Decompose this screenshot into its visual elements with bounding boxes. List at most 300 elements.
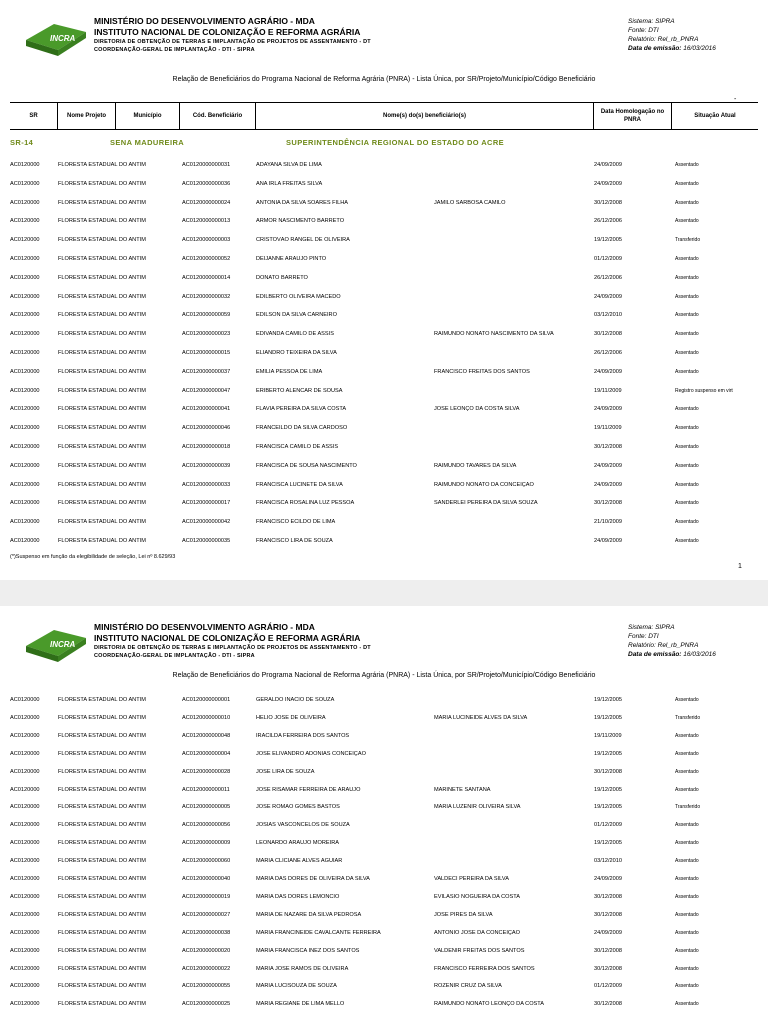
cell-nome-titular: MARIA DAS DORES DE OLIVEIRA DA SILVA bbox=[256, 876, 370, 882]
cell-data-homologacao: 24/09/2009 bbox=[594, 462, 622, 469]
cell-sr: AC0120000 bbox=[10, 538, 40, 544]
cell-situacao: Assentado bbox=[675, 732, 699, 739]
cell-situacao: Assentado bbox=[675, 876, 699, 882]
meta-sistema: Sistema: SIPRA bbox=[628, 18, 675, 25]
table-row bbox=[10, 801, 758, 813]
cell-sr: AC0120000 bbox=[10, 858, 40, 865]
cell-codigo: AC0120000000035 bbox=[182, 538, 231, 544]
cell-nome-titular: JOSIAS VASCONCELOS DE SOUZA bbox=[256, 822, 350, 829]
cell-projeto: FLORESTA ESTADUAL DO ANTIM bbox=[58, 947, 146, 954]
cell-codigo: AC0120000000001 bbox=[182, 697, 231, 703]
cell-projeto: FLORESTA ESTADUAL DO ANTIM bbox=[58, 804, 146, 811]
table-row bbox=[10, 766, 758, 778]
cell-sr: AC0120000 bbox=[10, 840, 40, 847]
cell-sr: AC0120000 bbox=[10, 750, 40, 757]
cell-nome-titular: FRANCISCO LIRA DE SOUZA bbox=[256, 538, 333, 544]
cell-projeto: FLORESTA ESTADUAL DO ANTIM bbox=[58, 462, 146, 469]
cell-sr: AC0120000 bbox=[10, 911, 40, 918]
cell-situacao: Assentado bbox=[675, 840, 699, 847]
cell-nome-conjuge: RAIMUNDO NONATO NASCIMENTO DA SILVA bbox=[434, 331, 554, 338]
cell-nome-titular: MARIA CLICIANE ALVES AGUIAR bbox=[256, 858, 343, 865]
cell-codigo: AC0120000000038 bbox=[182, 929, 231, 936]
cell-nome-conjuge: SANDERLEI PEREIRA DA SILVA SOUZA bbox=[434, 500, 538, 507]
table-row bbox=[10, 366, 758, 378]
cell-codigo: AC0120000000048 bbox=[182, 732, 231, 739]
cell-codigo: AC0120000000015 bbox=[182, 350, 231, 356]
cell-codigo: AC0120000000039 bbox=[182, 462, 231, 469]
table-row bbox=[10, 385, 758, 397]
cell-sr: AC0120000 bbox=[10, 500, 40, 507]
cell-situacao: Assentado bbox=[675, 965, 699, 972]
cell-data-homologacao: 19/11/2009 bbox=[594, 732, 622, 739]
org-ministry: MINISTÉRIO DO DESENVOLVIMENTO AGRÁRIO - MDA bbox=[94, 622, 315, 632]
cell-projeto: FLORESTA ESTADUAL DO ANTIM bbox=[58, 750, 146, 757]
cell-nome-titular: ERIBERTO ALENCAR DE SOUSA bbox=[256, 387, 343, 394]
meta-fonte: Fonte: DTI bbox=[628, 27, 659, 34]
cell-nome-titular: EMILIA PESSOA DE LIMA bbox=[256, 368, 323, 375]
cell-codigo: AC0120000000014 bbox=[182, 274, 231, 281]
cell-codigo: AC0120000000020 bbox=[182, 947, 231, 954]
meta-data-emissao: Data de emissão: 16/03/2016 bbox=[628, 45, 716, 52]
cell-codigo: AC0120000000041 bbox=[182, 406, 231, 413]
cell-projeto: FLORESTA ESTADUAL DO ANTIM bbox=[58, 732, 146, 739]
cell-sr: AC0120000 bbox=[10, 876, 40, 882]
cell-projeto: FLORESTA ESTADUAL DO ANTIM bbox=[58, 350, 146, 356]
cell-situacao: Assentado bbox=[675, 1001, 699, 1008]
cell-sr: AC0120000 bbox=[10, 293, 40, 300]
cell-data-homologacao: 03/12/2010 bbox=[594, 312, 622, 319]
cell-projeto: FLORESTA ESTADUAL DO ANTIM bbox=[58, 199, 146, 206]
org-directorate: DIRETORIA DE OBTENÇÃO DE TERRAS E IMPLANTAÇÃO DE PROJETOS DE ASSENTAMENTO - DT bbox=[94, 39, 371, 45]
cell-sr: AC0120000 bbox=[10, 444, 40, 450]
cell-projeto: FLORESTA ESTADUAL DO ANTIM bbox=[58, 893, 146, 900]
section-regional: SUPERINTENDÊNCIA REGIONAL DO ESTADO DO ACRE bbox=[286, 138, 505, 147]
table-row bbox=[10, 347, 758, 359]
cell-sr: AC0120000 bbox=[10, 983, 40, 990]
cell-projeto: FLORESTA ESTADUAL DO ANTIM bbox=[58, 180, 146, 187]
cell-nome-titular: MARIA JOSÉ RAMOS DE OLIVEIRA bbox=[256, 965, 349, 972]
table-row bbox=[10, 998, 758, 1010]
cell-situacao: Transferido bbox=[675, 714, 701, 721]
cell-data-homologacao: 19/11/2009 bbox=[594, 387, 622, 394]
cell-data-homologacao: 30/12/2008 bbox=[594, 947, 622, 954]
cell-nome-titular: MARIA REGIANE DE LIMA MELLO bbox=[256, 1001, 345, 1008]
org-institute: INSTITUTO NACIONAL DE COLONIZAÇÃO E REFORMA AGRÁRIA bbox=[94, 633, 361, 643]
cell-nome-titular: FRANCISCO ECILDO DE LIMA bbox=[256, 519, 336, 526]
cell-nome-titular: ANTONIA DA SILVA SOARES FILHA bbox=[256, 199, 349, 206]
col-situacao: Situação Atual bbox=[694, 113, 736, 119]
cell-codigo: AC0120000000010 bbox=[182, 714, 231, 721]
table-row bbox=[10, 980, 758, 992]
cell-nome-conjuge: VALDECI PEREIRA DA SILVA bbox=[434, 876, 509, 882]
cell-sr: AC0120000 bbox=[10, 822, 40, 829]
report-meta bbox=[628, 623, 716, 659]
cell-projeto: FLORESTA ESTADUAL DO ANTIM bbox=[58, 406, 146, 413]
cell-nome-titular: JOSÉ RISAMAR FERREIRA DE ARAÚJO bbox=[256, 786, 361, 793]
meta-relatorio: Relatório: Rel_rb_PNRA bbox=[628, 36, 699, 43]
cell-nome-conjuge: RAIMUNDO NONATO LEONÇO DA COSTA bbox=[434, 1001, 545, 1008]
cell-projeto: FLORESTA ESTADUAL DO ANTIM bbox=[58, 425, 146, 432]
cell-projeto: FLORESTA ESTADUAL DO ANTIM bbox=[58, 387, 146, 394]
cell-nome-titular: ARMOR NASCIMENTO BARRETO bbox=[256, 218, 345, 225]
cell-nome-titular: GERALDO INÁCIO DE SOUZA bbox=[256, 697, 335, 703]
cell-nome-titular: FRANCISCA ROSALINA LUZ PESSOA bbox=[256, 500, 355, 507]
cell-situacao: Assentado bbox=[675, 750, 699, 757]
cell-situacao: Registro suspenso em virt bbox=[675, 387, 733, 394]
cell-sr: AC0120000 bbox=[10, 519, 40, 526]
cell-projeto: FLORESTA ESTADUAL DO ANTIM bbox=[58, 312, 146, 319]
cell-situacao: Assentado bbox=[675, 256, 699, 262]
cell-nome-titular: HÉLIO JOSÉ DE OLIVEIRA bbox=[256, 714, 326, 721]
cell-nome-titular: DONATO BARRETO bbox=[256, 274, 308, 281]
cell-codigo: AC0120000000055 bbox=[182, 983, 231, 990]
org-directorate: DIRETORIA DE OBTENÇÃO DE TERRAS E IMPLANTAÇÃO DE PROJETOS DE ASSENTAMENTO - DT bbox=[94, 645, 371, 651]
cell-projeto: FLORESTA ESTADUAL DO ANTIM bbox=[58, 218, 146, 225]
cell-sr: AC0120000 bbox=[10, 697, 40, 703]
cell-sr: AC0120000 bbox=[10, 218, 40, 225]
cell-codigo: AC0120000000013 bbox=[182, 218, 231, 225]
cell-data-homologacao: 30/12/2008 bbox=[594, 965, 622, 972]
cell-nome-titular: FRANCEILDO DA SILVA CARDOSO bbox=[256, 425, 348, 432]
cell-nome-conjuge: FRANCISCO FREITAS DOS SANTOS bbox=[434, 368, 530, 375]
cell-nome-titular: ANA IRLA FREITAS SILVA bbox=[256, 180, 323, 187]
table-row bbox=[10, 909, 758, 921]
table-row bbox=[10, 479, 758, 491]
cell-sr: AC0120000 bbox=[10, 1001, 40, 1008]
cell-situacao: Assentado bbox=[675, 911, 699, 918]
col-nomes: Nome(s) do(s) beneficiário(s) bbox=[256, 103, 594, 129]
org-institute: INSTITUTO NACIONAL DE COLONIZAÇÃO E REFORMA AGRÁRIA bbox=[94, 27, 361, 37]
cell-projeto: FLORESTA ESTADUAL DO ANTIM bbox=[58, 162, 146, 168]
table-row bbox=[10, 873, 758, 885]
cell-data-homologacao: 19/12/2005 bbox=[594, 750, 622, 757]
cell-projeto: FLORESTA ESTADUAL DO ANTIM bbox=[58, 697, 146, 703]
cell-codigo: AC0120000000017 bbox=[182, 500, 231, 507]
cell-nome-titular: CRISTOVÃO RANGEL DE OLIVEIRA bbox=[256, 237, 350, 244]
org-ministry: MINISTÉRIO DO DESENVOLVIMENTO AGRÁRIO - MDA bbox=[94, 16, 315, 26]
cell-data-homologacao: 19/11/2009 bbox=[594, 425, 622, 432]
cell-situacao: Assentado bbox=[675, 331, 699, 338]
cell-situacao: Assentado bbox=[675, 893, 699, 900]
cell-codigo: AC0120000000003 bbox=[182, 237, 231, 244]
cell-nome-titular: JOSÉ ELIVANDRO ADONIAS CONCEIÇÃO bbox=[256, 750, 366, 757]
cell-sr: AC0120000 bbox=[10, 312, 40, 319]
col-data: Data Homologação no PNRA bbox=[594, 103, 672, 129]
cell-sr: AC0120000 bbox=[10, 786, 40, 793]
cell-nome-titular: FLAVIA PEREIRA DA SILVA COSTA bbox=[256, 406, 347, 413]
cell-situacao: Assentado bbox=[675, 350, 699, 356]
cell-data-homologacao: 01/12/2009 bbox=[594, 256, 622, 262]
table-row bbox=[10, 784, 758, 796]
page-separator bbox=[0, 580, 768, 606]
table-row bbox=[10, 234, 758, 246]
cell-projeto: FLORESTA ESTADUAL DO ANTIM bbox=[58, 840, 146, 847]
cell-situacao: Assentado bbox=[675, 368, 699, 375]
cell-codigo: AC0120000000025 bbox=[182, 1001, 231, 1008]
cell-data-homologacao: 30/12/2008 bbox=[594, 331, 622, 338]
cell-codigo: AC0120000000032 bbox=[182, 293, 231, 300]
cell-codigo: AC0120000000011 bbox=[182, 786, 230, 793]
cell-codigo: AC0120000000040 bbox=[182, 876, 231, 882]
cell-nome-titular: IRACILDA FERREIRA DOS SANTOS bbox=[256, 732, 350, 739]
cell-data-homologacao: 24/09/2009 bbox=[594, 180, 622, 187]
cell-nome-titular: EDILBERTO OLIVEIRA MACÊDO bbox=[256, 293, 341, 300]
cell-sr: AC0120000 bbox=[10, 274, 40, 281]
cell-projeto: FLORESTA ESTADUAL DO ANTIM bbox=[58, 858, 146, 865]
cell-codigo: AC0120000000023 bbox=[182, 331, 231, 338]
table-row bbox=[10, 197, 758, 209]
cell-data-homologacao: 01/12/2009 bbox=[594, 822, 622, 829]
cell-situacao: Assentado bbox=[675, 822, 699, 829]
cell-projeto: FLORESTA ESTADUAL DO ANTIM bbox=[58, 965, 146, 972]
cell-data-homologacao: 19/12/2005 bbox=[594, 840, 622, 847]
cell-sr: AC0120000 bbox=[10, 481, 40, 488]
cell-nome-conjuge: RAIMUNDO NONATO DA CONCEIÇÃO bbox=[434, 481, 534, 488]
table-row bbox=[10, 891, 758, 903]
cell-sr: AC0120000 bbox=[10, 965, 40, 972]
cell-nome-conjuge: JOSÉ PIRES DA SILVA bbox=[434, 911, 493, 918]
cell-codigo: AC0120000000018 bbox=[182, 444, 231, 450]
cell-data-homologacao: 01/12/2009 bbox=[594, 983, 622, 990]
cell-codigo: AC0120000000027 bbox=[182, 911, 231, 918]
cell-codigo: AC0120000000019 bbox=[182, 893, 231, 900]
cell-nome-conjuge: EVILASIO NOGUEIRA DA COSTA bbox=[434, 893, 521, 900]
table-row bbox=[10, 819, 758, 831]
col-municipio: Município bbox=[116, 103, 180, 129]
cell-sr: AC0120000 bbox=[10, 714, 40, 721]
cell-nome-titular: FRANCISCA DE SOUSA NASCIMENTO bbox=[256, 462, 357, 469]
cell-projeto: FLORESTA ESTADUAL DO ANTIM bbox=[58, 519, 146, 526]
cell-data-homologacao: 24/09/2009 bbox=[594, 929, 622, 936]
footnote: (*)Suspenso em função da elegibilidade de seleção, Lei nº 8.629/93 bbox=[10, 554, 176, 560]
cell-nome-conjuge: MARIA LUCINEIDE ALVES DA SILVA bbox=[434, 714, 528, 721]
cell-data-homologacao: 19/12/2005 bbox=[594, 804, 622, 811]
logo-text: INCRA bbox=[50, 640, 76, 649]
cell-data-homologacao: 19/12/2005 bbox=[594, 697, 622, 703]
cell-nome-conjuge: ANTONIO JOSÉ DA CONCEIÇÃO bbox=[434, 929, 520, 936]
cell-data-homologacao: 19/12/2005 bbox=[594, 786, 622, 793]
cell-nome-conjuge: JOSÉ LEONÇO DA COSTA SILVA bbox=[434, 406, 520, 413]
cell-nome-titular: DEIJANNE ARAÚJO PINTO bbox=[256, 256, 327, 262]
cell-situacao: Assentado bbox=[675, 768, 699, 775]
cell-data-homologacao: 24/09/2009 bbox=[594, 293, 622, 300]
cell-projeto: FLORESTA ESTADUAL DO ANTIM bbox=[58, 331, 146, 338]
cell-projeto: FLORESTA ESTADUAL DO ANTIM bbox=[58, 293, 146, 300]
cell-data-homologacao: 03/12/2010 bbox=[594, 858, 622, 865]
cell-nome-titular: MARIA LUCISOUZA DE SOUZA bbox=[256, 983, 337, 990]
cell-data-homologacao: 26/12/2006 bbox=[594, 274, 622, 281]
cell-sr: AC0120000 bbox=[10, 425, 40, 432]
table-row bbox=[10, 460, 758, 472]
cell-nome-titular: JOSÉ ROMÃO GOMES BASTOS bbox=[256, 804, 340, 811]
cell-sr: AC0120000 bbox=[10, 237, 40, 244]
section-row bbox=[10, 138, 758, 150]
meta-data-emissao: Data de emissão: 16/03/2016 bbox=[628, 651, 716, 658]
cell-codigo: AC0120000000042 bbox=[182, 519, 231, 526]
cell-data-homologacao: 30/12/2008 bbox=[594, 500, 622, 507]
report-page-1: INCRA MINISTÉRIO DO DESENVOLVIMENTO AGRÁRIO - MDA INSTITUTO NACIONAL DE COLONIZAÇÃO E REFORMA AGRÁRIA DIRETORIA DE OBTENÇÃO DE TERRAS E IMPLANTAÇÃO DE PROJETOS DE ASSENTAMENTO - DT COORDENAÇÃO-GERAL DE IMPLANTAÇÃO - DTI - SIPRA Sistema: SIPRA Fonte: DTI Relatório: Rel_rb_PNRA Data de emissão: 16/03/2016 Relação de Beneficiários do Programa Nacional de Reforma Agrária (PNRA) - Lista Única, por SR/Projeto/Município/Código Beneficiário - SR Nome Projeto Município Cód. Beneficiário Nome(s) do(s) beneficiário(s) Data Homologação no PNRA Situação Atual SR-14 SENA MADUREIRA SUPERINTENDÊNCIA REGIONAL DO ESTADO DO ACRE AC0120000 FLORESTA ESTADUAL DO ANTIM AC0120000000031 ADAYANA SILVA DE LIMA 24/09/2009 Assentado AC0120000 FLORESTA ESTADUAL DO ANTIM AC0120000000036 ANA IRLA FREITAS SILVA 24/09/2009 Assentado AC0120000 FLORESTA ESTADUAL DO ANTIM AC0120000000024 ANTONIA DA SILVA SOARES FILHA JAMILO SARBOSA CAMILO 30/12/2008 Assentado AC0120000 FLORESTA ESTADUAL DO ANTIM AC0120000000013 ARMOR NASCIMENTO BARRETO 26/12/2006 Assentado AC0120000 FLORESTA ESTADUAL DO ANTIM AC0120000000003 CRISTOVÃO RANGEL DE OLIVEIRA 19/12/2005 Transferido AC0120000 FLORESTA ESTADUAL DO ANTIM AC0120000000052 DEIJANNE ARAÚJO PINTO 01/12/2009 Assentado AC0120000 FLORESTA ESTADUAL DO ANTIM AC0120000000014 DONATO BARRETO 26/12/2006 Assentado AC0120000 FLORESTA ESTADUAL DO ANTIM AC0120000000032 EDILBERTO OLIVEIRA MACÊDO 24/09/2009 Assentado AC0120000 FLORESTA ESTADUAL DO ANTIM AC0120000000059 EDILSON DA SILVA CARNEIRO 03/12/2010 Assentado AC0120000 FLORESTA ESTADUAL DO ANTIM AC0120000000023 EDIVANDA CAMILO DE ASSIS RAIMUNDO NONATO NASCIMENTO DA SILVA 30/12/2008 Assentado AC0120000 FLORESTA ESTADUAL DO ANTIM AC0120000000015 ELIANDRO TEIXEIRA DA SILVA 26/12/2006 Assentado AC0120000 FLORESTA ESTADUAL DO ANTIM AC0120000000037 EMILIA PESSOA DE LIMA FRANCISCO FREITAS DOS SANTOS 24/09/2009 Assentado AC0120000 FLORESTA ESTADUAL DO ANTIM AC0120000000047 ERIBERTO ALENCAR DE SOUSA 19/11/2009 Registro suspenso em virt AC0120000 FLORESTA ESTADUAL DO ANTIM AC0120000000041 FLAVIA PEREIRA DA SILVA COSTA JOSÉ LEONÇO DA COSTA SILVA 24/09/2009 Assentado AC0120000 FLORESTA ESTADUAL DO ANTIM AC0120000000046 FRANCEILDO DA SILVA CARDOSO 19/11/2009 Assentado AC0120000 FLORESTA ESTADUAL DO ANTIM AC0120000000018 FRANCISCA CAMILO DE ASSIS 30/12/2008 Assentado AC0120000 FLORESTA ESTADUAL DO ANTIM AC0120000000039 FRANCISCA DE SOUSA NASCIMENTO RAIMUNDO TAVARES DA SILVA 24/09/2009 Assentado AC0120000 FLORESTA ESTADUAL DO ANTIM AC0120000000033 FRANCISCA LUCINETE DA SILVA RAIMUNDO NONATO DA CONCEIÇÃO 24/09/2009 Assentado AC0120000 FLORESTA ESTADUAL DO ANTIM AC0120000000017 FRANCISCA ROSALINA LUZ PESSOA SANDERLEI PEREIRA DA SILVA SOUZA 30/12/2008 Assentado AC0120000 FLORESTA ESTADUAL DO ANTIM AC0120000000042 FRANCISCO ECILDO DE LIMA 21/10/2009 Assentado AC0120000 FLORESTA ESTADUAL DO ANTIM AC0120000000035 FRANCISCO LIRA DE SOUZA 24/09/2009 Assentado (*)Suspenso em função da elegibilidade de seleção, Lei nº 8.629/93 1 bbox=[0, 0, 768, 580]
cell-data-homologacao: 21/10/2009 bbox=[594, 519, 622, 526]
cell-codigo: AC0120000000009 bbox=[182, 840, 231, 847]
cell-codigo: AC0120000000060 bbox=[182, 858, 231, 865]
cell-nome-titular: EDILSON DA SILVA CARNEIRO bbox=[256, 312, 337, 319]
cell-projeto: FLORESTA ESTADUAL DO ANTIM bbox=[58, 983, 146, 990]
cell-data-homologacao: 24/09/2009 bbox=[594, 406, 622, 413]
page-header bbox=[0, 0, 768, 70]
organization-block bbox=[94, 16, 371, 54]
organization-block bbox=[94, 622, 371, 660]
incra-logo-icon bbox=[24, 10, 88, 62]
report-title: Relação de Beneficiários do Programa Nacional de Reforma Agrária (PNRA) - Lista Única, por SR/Projeto/Município/Código Beneficiário bbox=[172, 76, 596, 83]
cell-nome-titular: ADAYANA SILVA DE LIMA bbox=[256, 162, 322, 168]
cell-data-homologacao: 24/09/2009 bbox=[594, 162, 622, 168]
cell-sr: AC0120000 bbox=[10, 462, 40, 469]
cell-projeto: FLORESTA ESTADUAL DO ANTIM bbox=[58, 714, 146, 721]
table-row bbox=[10, 497, 758, 509]
cell-sr: AC0120000 bbox=[10, 350, 40, 356]
cell-nome-titular: MARIA FRANCISCA INEZ DOS SANTOS bbox=[256, 947, 360, 954]
cell-nome-conjuge: VALDENIR FREITAS DOS SANTOS bbox=[434, 947, 525, 954]
cell-codigo: AC0120000000028 bbox=[182, 768, 231, 775]
report-meta bbox=[628, 17, 716, 53]
cell-data-homologacao: 19/12/2005 bbox=[594, 237, 622, 244]
table-row bbox=[10, 328, 758, 340]
cell-situacao: Assentado bbox=[675, 481, 699, 488]
cell-nome-conjuge: MARIA LUZENIR OLIVEIRA SILVA bbox=[434, 804, 521, 811]
cell-situacao: Transferido bbox=[675, 804, 701, 811]
cell-data-homologacao: 24/09/2009 bbox=[594, 368, 622, 375]
table-row bbox=[10, 291, 758, 303]
cell-nome-titular: EDIVANDA CAMILO DE ASSIS bbox=[256, 331, 334, 338]
cell-sr: AC0120000 bbox=[10, 732, 40, 739]
table-row bbox=[10, 712, 758, 724]
cell-codigo: AC0120000000036 bbox=[182, 180, 231, 187]
cell-data-homologacao: 24/09/2009 bbox=[594, 876, 622, 882]
cell-situacao: Assentado bbox=[675, 947, 699, 954]
table-row bbox=[10, 309, 758, 321]
cell-nome-titular: MARIA DE NAZARÉ DA SILVA PEDROSA bbox=[256, 911, 362, 918]
cell-projeto: FLORESTA ESTADUAL DO ANTIM bbox=[58, 538, 146, 544]
cell-nome-conjuge: MARINETE SANTANA bbox=[434, 786, 491, 793]
cell-sr: AC0120000 bbox=[10, 180, 40, 187]
cell-sr: AC0120000 bbox=[10, 893, 40, 900]
cell-nome-titular: MARIA DAS DORES LEMONCIO bbox=[256, 893, 340, 900]
table-row bbox=[10, 253, 758, 265]
cell-nome-titular: FRANCISCA LUCINETE DA SILVA bbox=[256, 481, 343, 488]
incra-logo-icon bbox=[24, 616, 88, 668]
meta-fonte: Fonte: DTI bbox=[628, 633, 659, 640]
cell-codigo: AC0120000000005 bbox=[182, 804, 231, 811]
cell-nome-titular: LEONARDO ARAÚJO MOREIRA bbox=[256, 840, 339, 847]
cell-codigo: AC0120000000004 bbox=[182, 750, 231, 757]
table-row bbox=[10, 403, 758, 415]
cell-situacao: Assentado bbox=[675, 406, 699, 413]
cell-projeto: FLORESTA ESTADUAL DO ANTIM bbox=[58, 1001, 146, 1008]
org-coordination: COORDENAÇÃO-GERAL DE IMPLANTAÇÃO - DTI - SIPRA bbox=[94, 47, 255, 53]
table-row bbox=[10, 927, 758, 939]
table-row bbox=[10, 694, 758, 706]
col-codigo: Cód. Beneficiário bbox=[180, 103, 256, 129]
cell-codigo: AC0120000000056 bbox=[182, 822, 231, 829]
cell-nome-titular: JOSÉ LIRA DE SOUZA bbox=[256, 768, 315, 775]
cell-sr: AC0120000 bbox=[10, 368, 40, 375]
table-row bbox=[10, 945, 758, 957]
cell-data-homologacao: 30/12/2008 bbox=[594, 444, 622, 450]
cell-projeto: FLORESTA ESTADUAL DO ANTIM bbox=[58, 237, 146, 244]
cell-situacao: Assentado bbox=[675, 425, 699, 432]
cell-situacao: Assentado bbox=[675, 983, 699, 990]
table-row bbox=[10, 535, 758, 547]
col-sr: SR bbox=[10, 103, 58, 129]
cell-situacao: Assentado bbox=[675, 293, 699, 300]
table-row bbox=[10, 837, 758, 849]
cell-projeto: FLORESTA ESTADUAL DO ANTIM bbox=[58, 274, 146, 281]
col-projeto: Nome Projeto bbox=[58, 103, 116, 129]
cell-projeto: FLORESTA ESTADUAL DO ANTIM bbox=[58, 500, 146, 507]
cell-projeto: FLORESTA ESTADUAL DO ANTIM bbox=[58, 368, 146, 375]
cell-data-homologacao: 30/12/2008 bbox=[594, 911, 622, 918]
cell-projeto: FLORESTA ESTADUAL DO ANTIM bbox=[58, 768, 146, 775]
logo-text: INCRA bbox=[50, 34, 76, 43]
cell-sr: AC0120000 bbox=[10, 947, 40, 954]
cell-data-homologacao: 26/12/2006 bbox=[594, 218, 622, 225]
cell-codigo: AC0120000000037 bbox=[182, 368, 231, 375]
table-row bbox=[10, 748, 758, 760]
meta-sistema: Sistema: SIPRA bbox=[628, 624, 675, 631]
cell-codigo: AC0120000000022 bbox=[182, 965, 231, 972]
cell-nome-titular: MARIA FRANCINEIDE CAVALCANTE FERREIRA bbox=[256, 929, 381, 936]
cell-situacao: Assentado bbox=[675, 199, 699, 206]
table-row bbox=[10, 422, 758, 434]
report-title: Relação de Beneficiários do Programa Nacional de Reforma Agrária (PNRA) - Lista Única, por SR/Projeto/Município/Código Beneficiário bbox=[172, 672, 596, 679]
section-sr: SR-14 bbox=[10, 138, 34, 147]
cell-data-homologacao: 24/09/2009 bbox=[594, 538, 622, 544]
cell-situacao: Assentado bbox=[675, 180, 699, 187]
cell-data-homologacao: 30/12/2008 bbox=[594, 199, 622, 206]
cell-nome-titular: FRANCISCA CAMILO DE ASSIS bbox=[256, 444, 339, 450]
cell-projeto: FLORESTA ESTADUAL DO ANTIM bbox=[58, 911, 146, 918]
cell-codigo: AC0120000000033 bbox=[182, 481, 231, 488]
cell-codigo: AC0120000000046 bbox=[182, 425, 231, 432]
table-row bbox=[10, 178, 758, 190]
cell-nome-conjuge: FRANCISCO FERREIRA DOS SANTOS bbox=[434, 965, 535, 972]
cell-situacao: Assentado bbox=[675, 444, 699, 450]
cell-data-homologacao: 19/12/2005 bbox=[594, 714, 622, 721]
table-header bbox=[10, 102, 758, 130]
meta-relatorio: Relatório: Rel_rb_PNRA bbox=[628, 642, 699, 649]
cell-sr: AC0120000 bbox=[10, 929, 40, 936]
cell-data-homologacao: 30/12/2008 bbox=[594, 768, 622, 775]
cell-codigo: AC0120000000052 bbox=[182, 256, 231, 262]
table-row bbox=[10, 159, 758, 171]
cell-projeto: FLORESTA ESTADUAL DO ANTIM bbox=[58, 876, 146, 882]
cell-data-homologacao: 26/12/2006 bbox=[594, 350, 622, 356]
cell-data-homologacao: 30/12/2008 bbox=[594, 893, 622, 900]
table-row bbox=[10, 215, 758, 227]
cell-situacao: Assentado bbox=[675, 929, 699, 936]
cell-sr: AC0120000 bbox=[10, 768, 40, 775]
table-row bbox=[10, 516, 758, 528]
cell-sr: AC0120000 bbox=[10, 256, 40, 262]
cell-situacao: Assentado bbox=[675, 218, 699, 225]
cell-situacao: Assentado bbox=[675, 858, 699, 865]
cell-situacao: Transferido bbox=[675, 237, 701, 244]
cell-nome-conjuge: JAMILO SARBOSA CAMILO bbox=[434, 199, 506, 206]
cell-sr: AC0120000 bbox=[10, 804, 40, 811]
cell-situacao: Assentado bbox=[675, 697, 699, 703]
cell-sr: AC0120000 bbox=[10, 162, 40, 168]
cell-nome-conjuge: RAIMUNDO TAVARES DA SILVA bbox=[434, 462, 517, 469]
